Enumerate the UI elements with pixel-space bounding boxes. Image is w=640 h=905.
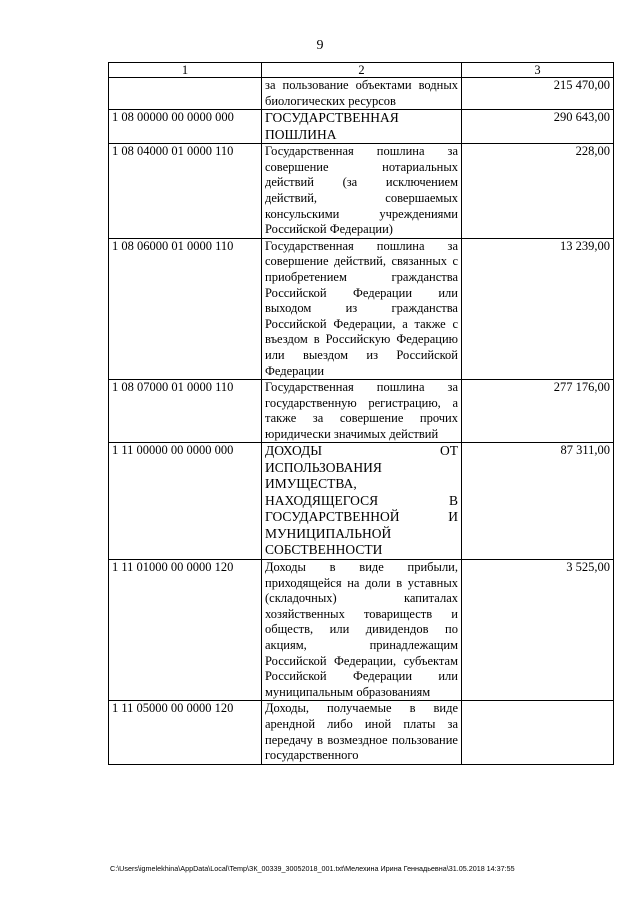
amount-cell: 277 176,00 xyxy=(462,380,614,443)
amount-cell: 228,00 xyxy=(462,144,614,239)
budget-code-cell: 1 08 00000 00 0000 000 xyxy=(109,110,262,144)
amount-cell: 215 470,00 xyxy=(462,78,614,110)
table-body xyxy=(109,78,614,765)
revenue-name-cell: за пользование объектами водных биологических ресурсов xyxy=(262,78,462,110)
table-row xyxy=(109,78,614,110)
column-header-code: 1 xyxy=(109,63,262,78)
amount-cell xyxy=(462,701,614,764)
column-header-name: 2 xyxy=(262,63,462,78)
table-header-row xyxy=(109,63,614,78)
revenue-name-cell: ДОХОДЫ ОТ ИСПОЛЬЗОВАНИЯ ИМУЩЕСТВА, НАХОДЯЩЕГОСЯ В ГОСУДАРСТВЕННОЙ И МУНИЦИПАЛЬНОЙ СОБСТВЕННОСТИ xyxy=(262,443,462,560)
revenue-name-cell: ГОСУДАРСТВЕННАЯ ПОШЛИНА xyxy=(262,110,462,144)
column-header-amount: 3 xyxy=(462,63,614,78)
revenue-name-cell: Государственная пошлина за государственную регистрацию, а также за совершение прочих юридически значимых действий xyxy=(262,380,462,443)
amount-cell: 13 239,00 xyxy=(462,238,614,379)
page-number: 9 xyxy=(316,38,324,53)
table-row xyxy=(109,701,614,764)
revenue-table xyxy=(108,62,614,765)
budget-code-cell: 1 08 07000 01 0000 110 xyxy=(109,380,262,443)
table-row xyxy=(109,144,614,239)
amount-cell: 3 525,00 xyxy=(462,559,614,700)
table-row xyxy=(109,443,614,560)
table-row xyxy=(109,559,614,700)
amount-cell: 87 311,00 xyxy=(462,443,614,560)
amount-cell: 290 643,00 xyxy=(462,110,614,144)
budget-code-cell xyxy=(109,78,262,110)
budget-code-cell: 1 08 04000 01 0000 110 xyxy=(109,144,262,239)
budget-code-cell: 1 11 05000 00 0000 120 xyxy=(109,701,262,764)
revenue-name-cell: Государственная пошлина за совершение нотариальных действий (за исключением действий, совершаемых консульскими учреждениями Российской Федерации) xyxy=(262,144,462,239)
budget-code-cell: 1 08 06000 01 0000 110 xyxy=(109,238,262,379)
table-row xyxy=(109,238,614,379)
file-path-footer: C:\Users\igmelekhina\AppData\Local\Temp\ЗК_00339_30052018_001.txt\Мелехина Ирина Геннадьевна\31.05.2018 14:37:55 xyxy=(110,864,515,873)
revenue-name-cell: Доходы, получаемые в виде арендной либо иной платы за передачу в возмездное пользование государственного xyxy=(262,701,462,764)
budget-code-cell: 1 11 00000 00 0000 000 xyxy=(109,443,262,560)
table-row xyxy=(109,110,614,144)
table-row xyxy=(109,380,614,443)
budget-code-cell: 1 11 01000 00 0000 120 xyxy=(109,559,262,700)
revenue-name-cell: Государственная пошлина за совершение действий, связанных с приобретением гражданства Российской Федерации или выходом из гражданства Российской Федерации, а также с въездом в Российскую Федерацию или выездом из Российской Федерации xyxy=(262,238,462,379)
revenue-name-cell: Доходы в виде прибыли, приходящейся на доли в уставных (складочных) капиталах хозяйственных товариществ и обществ, или дивидендов по акциям, принадлежащим Российской Федерации, субъектам Российской Федерации или муниципальным образованиям xyxy=(262,559,462,700)
